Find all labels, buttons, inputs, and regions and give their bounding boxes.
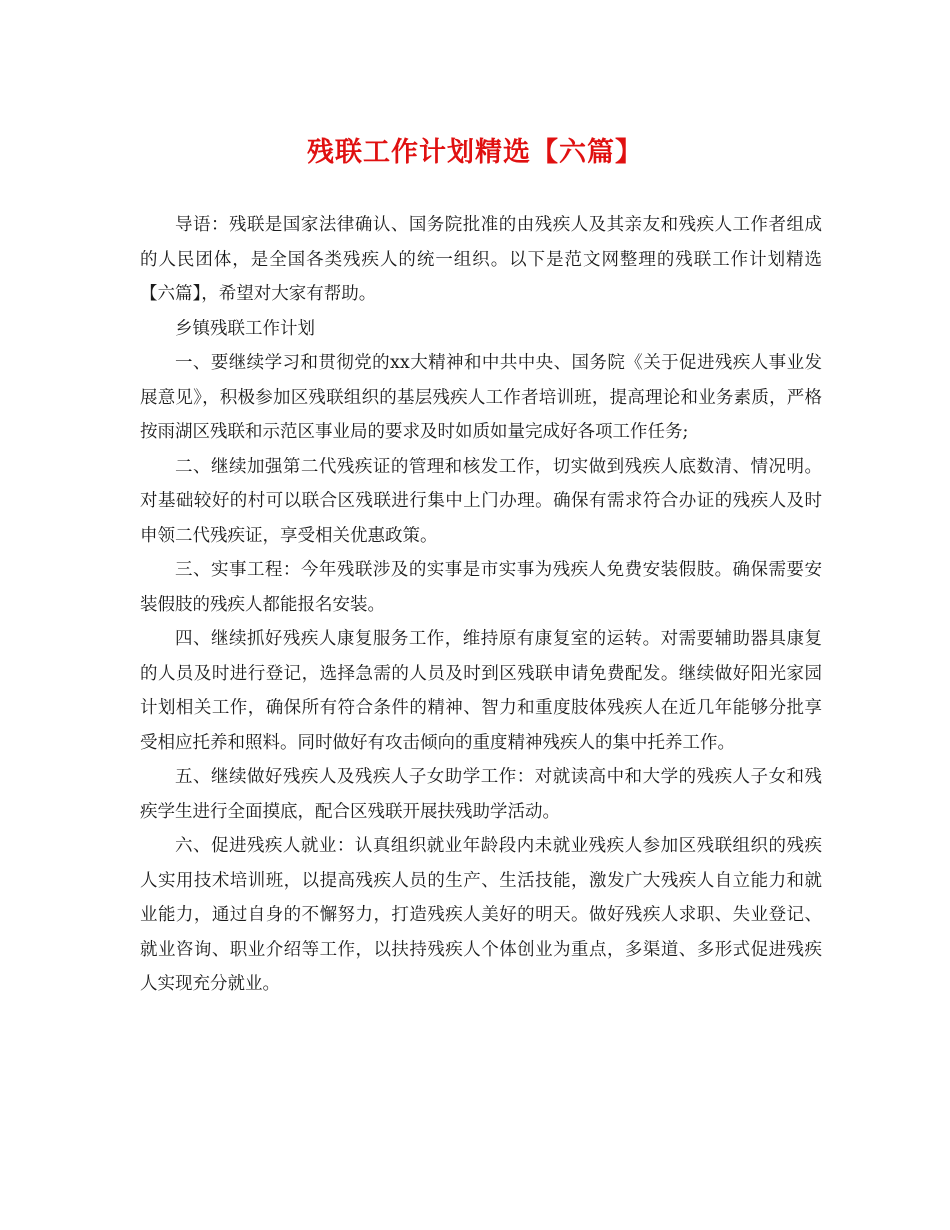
paragraph-item-6: 六、促进残疾人就业：认真组织就业年龄段内未就业残疾人参加区残联组织的残疾人实用技术培训班，以提高残疾人员的生产、生活技能，激发广大残疾人自立能力和就业能力，通过自身的不懈努力，打造残疾人美好的明天。做好残疾人求职、失业登记、就业咨询、职业介绍等工作，以扶持残疾人个体创业为重点，多渠道、多形式促进残疾人实现充分就业。 <box>140 836 822 994</box>
paragraph-item-2: 二、继续加强第二代残疾证的管理和核发工作，切实做到残疾人底数清、情况明。对基础较好的村可以联合区残联进行集中上门办理。确保有需求符合办证的残疾人及时申领二代残疾证，享受相关优惠政策。 <box>140 456 822 546</box>
paragraph-item-3: 三、实事工程：今年残联涉及的实事是市实事为残疾人免费安装假肢。确保需要安装假肢的残疾人都能报名安装。 <box>140 560 822 615</box>
intro-paragraph: 导语：残联是国家法律确认、国务院批准的由残疾人及其亲友和残疾人工作者组成的人民团体，是全国各类残疾人的统一组织。以下是范文网整理的残联工作计划精选【六篇】，希望对大家有帮助。 <box>140 215 822 304</box>
document-body <box>140 208 822 1002</box>
document-title: 残联工作计划精选【六篇】 <box>307 137 643 168</box>
section-heading: 乡镇残联工作计划 <box>175 318 315 339</box>
paragraph-item-1: 一、要继续学习和贯彻党的xx大精神和中共中央、国务院《关于促进残疾人事业发展意见》，积极参加区残联组织的基层残疾人工作者培训班，提高理论和业务素质，严格按雨湖区残联和示范区事业局的要求及时如质如量完成好各项工作任务; <box>140 353 822 442</box>
paragraph-item-5: 五、继续做好残疾人及残疾人子女助学工作：对就读高中和大学的残疾人子女和残疾学生进行全面摸底，配合区残联开展扶残助学活动。 <box>140 767 822 822</box>
paragraph-item-4: 四、继续抓好残疾人康复服务工作，维持原有康复室的运转。对需要辅助器具康复的人员及时进行登记，选择急需的人员及时到区残联申请免费配发。继续做好阳光家园计划相关工作，确保所有符合条件的精神、智力和重度肢体残疾人在近几年能够分批享受相应托养和照料。同时做好有攻击倾向的重度精神残疾人的集中托养工作。 <box>140 629 822 753</box>
